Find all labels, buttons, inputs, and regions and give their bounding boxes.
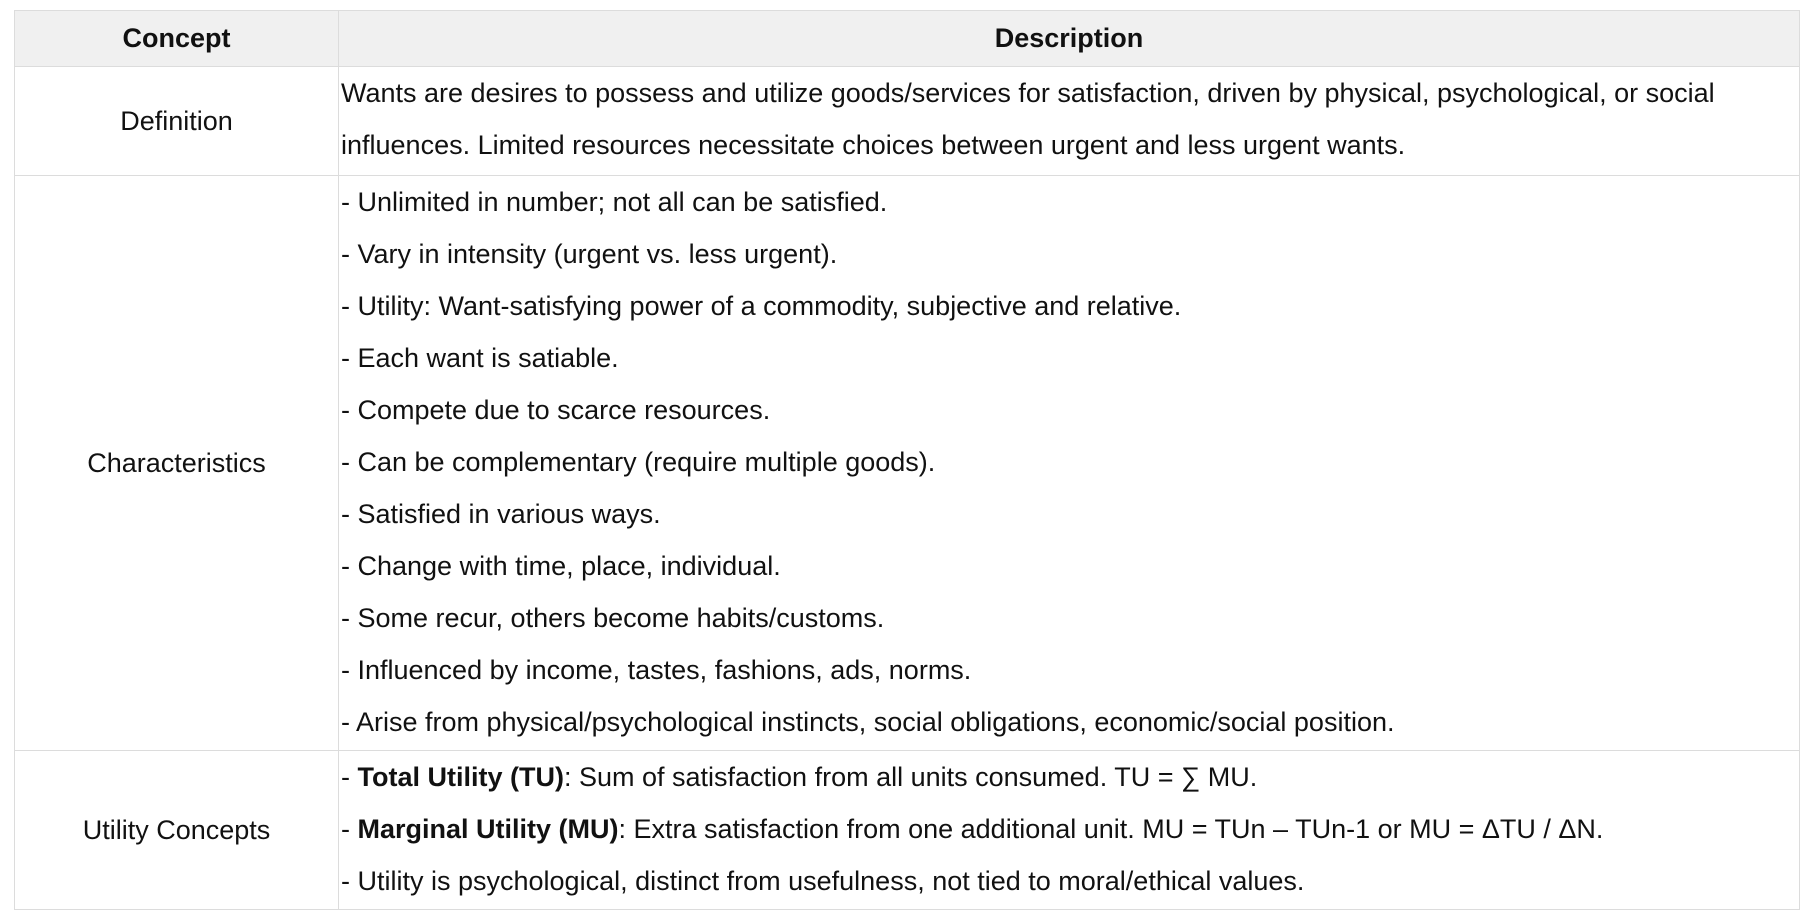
line-prefix: - (341, 762, 358, 792)
description-line: - Change with time, place, individual. (341, 551, 781, 581)
description-cell (339, 67, 1800, 176)
description-line: - Vary in intensity (urgent vs. less urgent). (341, 239, 838, 269)
header-description: Description (339, 11, 1800, 67)
line-prefix: - (341, 814, 358, 844)
concept-table-container (14, 10, 1799, 910)
description-line: - Some recur, others become habits/customs. (341, 603, 885, 633)
description-line: - Can be complementary (require multiple goods). (341, 447, 936, 477)
concept-cell: Utility Concepts (15, 751, 339, 910)
line-text: : Sum of satisfaction from all units consumed. TU = ∑ MU. (563, 762, 1258, 792)
concept-table (14, 10, 1800, 910)
concept-cell: Definition (15, 67, 339, 176)
description-line: Wants are desires to possess and utilize goods/services for satisfaction, driven by physical, psychological, or social influences. Limited resources necessitate choices between urgent and less urgent wants. (341, 78, 1715, 160)
description-cell (339, 751, 1800, 910)
line-text: : Extra satisfaction from one additional unit. MU = TUn – TUn-1 or MU = ΔTU / ΔN. (618, 814, 1604, 844)
table-row (15, 751, 1800, 910)
table-row (15, 176, 1800, 751)
description-line: - Influenced by income, tastes, fashions, ads, norms. (341, 655, 972, 685)
description-line: - Utility: Want-satisfying power of a commodity, subjective and relative. (341, 291, 1182, 321)
description-line: - Each want is satiable. (341, 343, 619, 373)
term-total-utility: Total Utility (TU) (357, 762, 564, 792)
table-row (15, 67, 1800, 176)
description-line: - Unlimited in number; not all can be satisfied. (341, 187, 888, 217)
description-line: - Utility is psychological, distinct from usefulness, not tied to moral/ethical values. (341, 866, 1305, 896)
description-line (341, 751, 1799, 803)
description-line: - Satisfied in various ways. (341, 499, 661, 529)
description-line: - Compete due to scarce resources. (341, 395, 771, 425)
table-header-row (15, 11, 1800, 67)
description-cell (339, 176, 1800, 751)
concept-cell: Characteristics (15, 176, 339, 751)
header-concept: Concept (15, 11, 339, 67)
description-line (341, 803, 1799, 855)
description-line: - Arise from physical/psychological instincts, social obligations, economic/social position. (341, 707, 1395, 737)
term-marginal-utility: Marginal Utility (MU) (357, 814, 619, 844)
